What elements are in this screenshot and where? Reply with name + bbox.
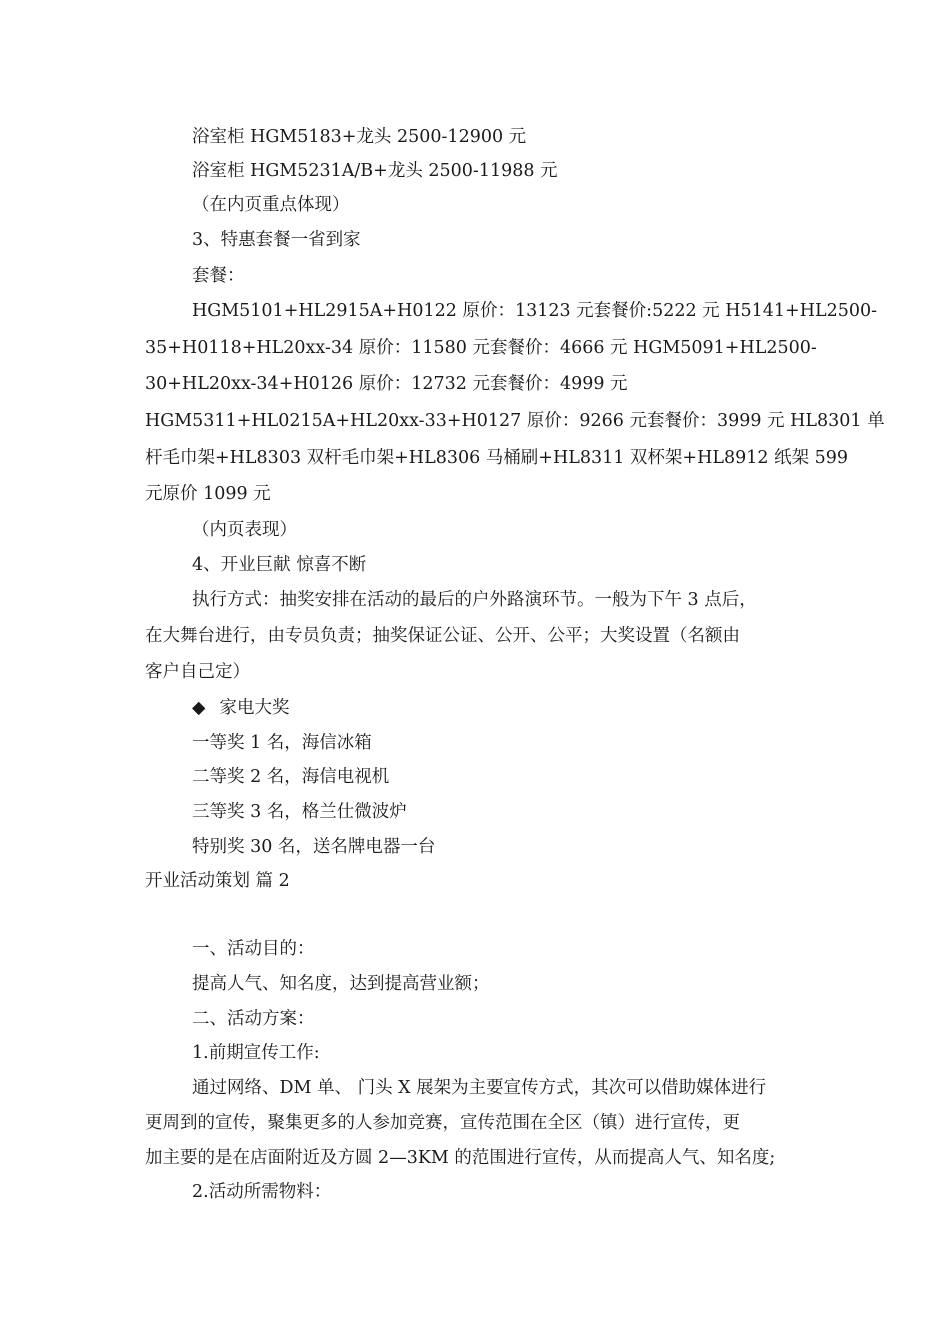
text-line: 二等奖 2 名，海信电视机 [192,767,390,787]
text-line: 浴室柜 HGM5183+龙头 2500-12900 元 [192,127,527,147]
bullet-item-label: 家电大奖 [219,698,290,718]
text-line: 浴室柜 HGM5231A/B+龙头 2500-11988 元 [192,161,558,181]
text-line: （在内页重点体现） [192,195,350,215]
section-heading: 4、开业巨献 惊喜不断 [192,555,367,575]
text-line: 元原价 1099 元 [145,484,271,504]
section-heading: 一、活动目的： [192,939,315,959]
text-line: 通过网络、DM 单、 门头 X 展架为主要宣传方式，其次可以借助媒体进行 [192,1078,767,1098]
text-line: 更周到的宣传，聚集更多的人参加竞赛，宣传范围在全区（镇）进行宣传，更 [145,1113,740,1133]
text-line: 在大舞台进行，由专员负责；抽奖保证公证、公开、公平；大奖设置（名额由 [145,626,740,646]
diamond-bullet-icon: ◆ [192,698,206,718]
section-heading: 3、特惠套餐一省到家 [192,230,361,250]
text-line: 35+H0118+HL20xx-34 原价：11580 元套餐价：4666 元 HGM5091+HL2500- [145,338,817,358]
bullet-item [192,696,289,720]
text-line: （内页表现） [192,520,297,540]
text-line: 客户自己定） [145,662,250,682]
text-line: 执行方式：抽奖安排在活动的最后的户外路演环节。一般为下午 3 点后， [192,590,757,610]
text-line: 特别奖 30 名，送名牌电器一台 [192,837,436,857]
text-line: 加主要的是在店面附近及方圆 2—3KM 的范围进行宣传，从而提高人气、知名度; [145,1148,776,1168]
text-line: 套餐： [192,266,245,286]
section-title: 开业活动策划 篇 2 [145,871,290,891]
text-line: 杆毛巾架+HL8303 双杆毛巾架+HL8306 马桶刷+HL8311 双杯架+HL8912 纸架 599 [145,448,849,468]
text-line: 三等奖 3 名，格兰仕微波炉 [192,802,407,822]
text-line: HGM5101+HL2915A+H0122 原价：13123 元套餐价:5222 元 H5141+HL2500- [192,301,878,321]
section-heading: 二、活动方案： [192,1009,315,1029]
text-line: 30+HL20xx-34+H0126 原价：12732 元套餐价：4999 元 [145,374,628,394]
text-line: 提高人气、知名度，达到提高营业额； [192,974,490,994]
text-line: 一等奖 1 名，海信冰箱 [192,733,372,753]
text-line: HGM5311+HL0215A+HL20xx-33+H0127 原价：9266 元套餐价：3999 元 HL8301 单 [145,411,885,431]
text-line: 1.前期宣传工作: [192,1043,320,1063]
text-line: 2.活动所需物料： [192,1182,332,1202]
